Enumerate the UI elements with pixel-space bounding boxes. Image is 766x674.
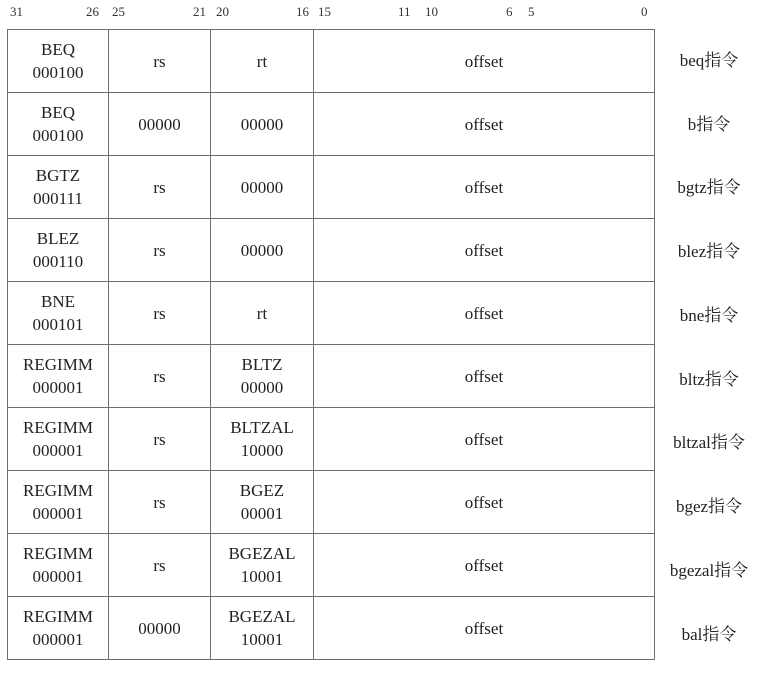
bit-label-20: 20: [216, 4, 229, 19]
rs-cell: [109, 534, 211, 597]
offset-cell: offset: [314, 597, 655, 660]
opcode-bits: 000100: [32, 126, 84, 145]
opcode-name: REGIMM: [23, 355, 93, 374]
rt-cell: [211, 471, 314, 534]
table-row: [8, 219, 655, 282]
opcode-bits: 000001: [32, 441, 84, 460]
rs-cell: [109, 30, 211, 93]
opcode-cell: [8, 471, 109, 534]
rs-value: rs: [153, 177, 166, 197]
table-row: [8, 597, 655, 660]
rt-name: 00000: [240, 114, 284, 134]
rs-value: rs: [153, 555, 166, 575]
rt-name: BLTZ: [241, 355, 283, 374]
rt-cell: [211, 534, 314, 597]
offset-cell: offset: [314, 156, 655, 219]
table-row: [8, 93, 655, 156]
opcode-cell: [8, 534, 109, 597]
rt-bits: 10000: [240, 441, 284, 460]
branch-instruction-format-table: [7, 29, 655, 660]
instruction-name-label: bgezal指令: [669, 561, 749, 580]
opcode-cell: [8, 156, 109, 219]
instruction-name-label: bgez指令: [675, 497, 743, 516]
rt-bits: 10001: [240, 630, 284, 649]
rt-bits: 10001: [240, 567, 284, 586]
rs-value: rs: [153, 429, 166, 449]
table-row: [8, 30, 655, 93]
opcode-cell: [8, 219, 109, 282]
rs-value: 00000: [138, 114, 181, 134]
bit-label-31: 31: [10, 4, 23, 19]
rt-bits: 00001: [240, 504, 284, 523]
bit-label-21: 21: [193, 4, 206, 19]
rs-cell: [109, 597, 211, 660]
rt-name: BGEZ: [239, 481, 285, 500]
bit-label-10: 10: [425, 4, 438, 19]
rs-cell: [109, 156, 211, 219]
instruction-name-label: bne指令: [679, 306, 739, 325]
opcode-cell: [8, 30, 109, 93]
rt-name: rt: [256, 303, 268, 323]
bit-label-11: 11: [398, 4, 411, 19]
offset-cell: offset: [314, 345, 655, 408]
rt-cell: [211, 156, 314, 219]
bit-label-0: 0: [641, 4, 648, 19]
offset-cell: offset: [314, 219, 655, 282]
rt-bits: 00000: [240, 378, 284, 397]
opcode-name: REGIMM: [23, 544, 93, 563]
rs-cell: [109, 345, 211, 408]
table-row: [8, 156, 655, 219]
opcode-name: BGTZ: [35, 166, 81, 185]
opcode-cell: [8, 408, 109, 471]
rt-name: BGEZAL: [228, 544, 296, 563]
opcode-cell: [8, 93, 109, 156]
instruction-name-label: bal指令: [681, 625, 737, 644]
opcode-name: BEQ: [41, 103, 75, 122]
instruction-name-label: b指令: [687, 115, 731, 134]
bit-label-5: 5: [528, 4, 535, 19]
instruction-name-label: beq指令: [679, 51, 739, 70]
opcode-cell: [8, 345, 109, 408]
offset-cell: offset: [314, 471, 655, 534]
rs-cell: [109, 219, 211, 282]
offset-cell: offset: [314, 30, 655, 93]
rs-value: rs: [153, 492, 166, 512]
opcode-bits: 000001: [32, 567, 84, 586]
opcode-cell: [8, 282, 109, 345]
bit-label-15: 15: [318, 4, 331, 19]
rt-name: BGEZAL: [228, 607, 296, 626]
rt-cell: [211, 345, 314, 408]
instruction-name-label: bgtz指令: [677, 178, 741, 197]
opcode-name: BLEZ: [36, 229, 80, 248]
bit-label-26: 26: [86, 4, 99, 19]
instruction-name-label: blez指令: [677, 242, 741, 261]
rt-name: 00000: [240, 177, 284, 197]
opcode-bits: 000001: [32, 378, 84, 397]
rs-cell: [109, 408, 211, 471]
offset-cell: offset: [314, 408, 655, 471]
rt-name: BLTZAL: [230, 418, 294, 437]
table-row: [8, 345, 655, 408]
rt-cell: [211, 282, 314, 345]
rt-cell: [211, 408, 314, 471]
table-row: [8, 282, 655, 345]
opcode-bits: 000111: [33, 189, 83, 208]
instruction-name-label: bltzal指令: [673, 433, 745, 452]
opcode-bits: 000001: [32, 630, 84, 649]
rs-cell: [109, 282, 211, 345]
rs-value: rs: [153, 303, 166, 323]
opcode-name: REGIMM: [23, 481, 93, 500]
rs-cell: [109, 93, 211, 156]
rt-cell: [211, 30, 314, 93]
offset-cell: offset: [314, 93, 655, 156]
opcode-cell: [8, 597, 109, 660]
table-row: [8, 534, 655, 597]
opcode-bits: 000001: [32, 504, 84, 523]
opcode-name: BNE: [41, 292, 75, 311]
offset-cell: offset: [314, 534, 655, 597]
rs-cell: [109, 471, 211, 534]
opcode-name: BEQ: [41, 40, 75, 59]
bit-label-16: 16: [296, 4, 309, 19]
bit-label-25: 25: [112, 4, 125, 19]
rs-value: rs: [153, 240, 166, 260]
offset-cell: offset: [314, 282, 655, 345]
opcode-name: REGIMM: [23, 607, 93, 626]
opcode-name: REGIMM: [23, 418, 93, 437]
rt-cell: [211, 597, 314, 660]
rt-name: 00000: [240, 240, 284, 260]
opcode-bits: 000110: [32, 252, 84, 271]
bit-label-6: 6: [506, 4, 513, 19]
table-row: [8, 408, 655, 471]
rt-name: rt: [256, 51, 268, 71]
rs-value: rs: [153, 51, 166, 71]
instruction-name-label: bltz指令: [679, 370, 739, 389]
rt-cell: [211, 93, 314, 156]
table-row: [8, 471, 655, 534]
rs-value: rs: [153, 366, 166, 386]
rs-value: 00000: [138, 618, 181, 638]
opcode-bits: 000100: [32, 63, 84, 82]
bit-position-header: [0, 2, 766, 24]
rt-cell: [211, 219, 314, 282]
opcode-bits: 000101: [32, 315, 84, 334]
